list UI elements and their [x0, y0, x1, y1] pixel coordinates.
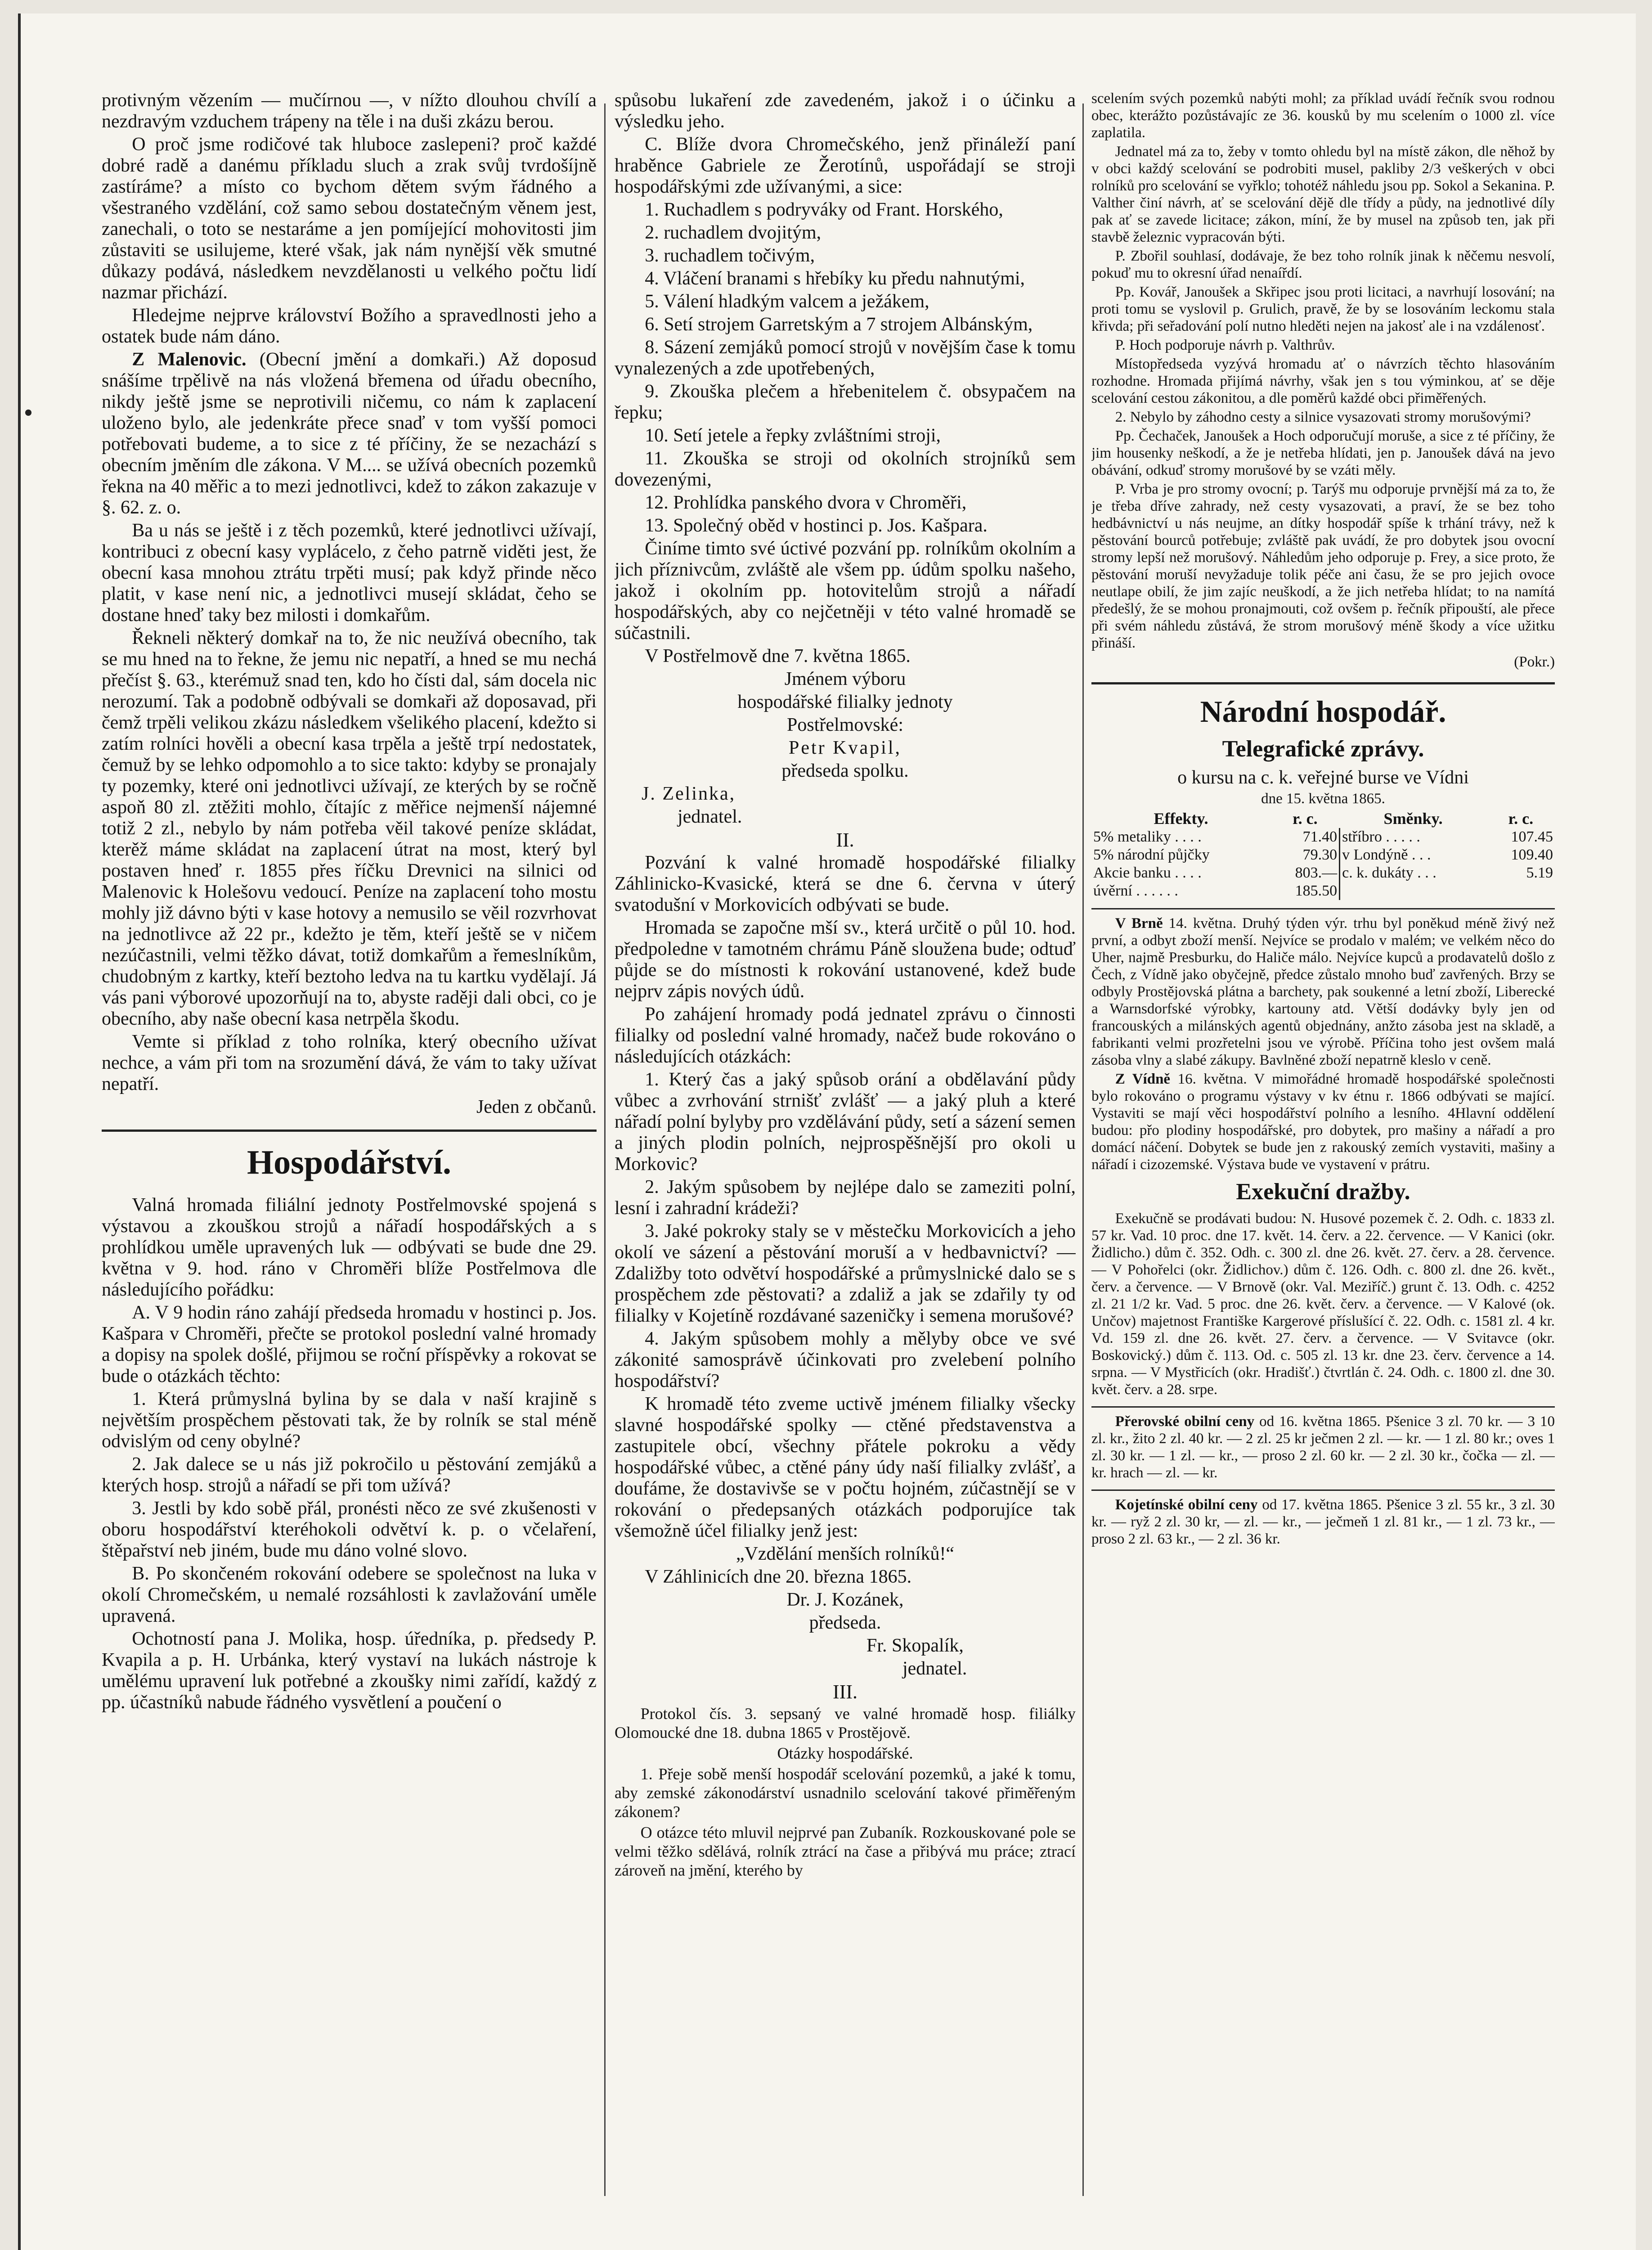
paragraph-text: 16. května. V mimořádné hromadě hospodářské společnosti bylo rokováno o programu výstavy v kv étnu r. 1866 odbývati se mající. Vystaviti se mají věci hospodářství polního a lesního. 4Hlavní oddělení budou: přo plodiny hospodářské, pro dobytek, pro mašiny a nářadí a pro domácí náčení. Dobytek se bude jen z rakouský zemích vystaviti, mašiny a nářadí i cizozemské. Výstava bude ve vystavení v prátru.: [1091, 1071, 1555, 1173]
table-cell: 109.40: [1511, 846, 1553, 863]
list-item: 2. ruchadlem dvojitým,: [645, 222, 822, 243]
paragraph: 3. Jestli by kdo sobě přál, pronésti něco ze své zkušenosti v oboru hospodářství kteréhokoli odvětví k. p. o včelaření, štěpařství neb jiném, bude mu dáno volné slovo.: [102, 1498, 597, 1561]
section-title-narodni-hospodar: Národní hospodář.: [1200, 694, 1446, 729]
section-rule: [1091, 1406, 1555, 1408]
section-title-hospodarstvi: Hospodářství.: [247, 1143, 451, 1181]
paragraph: Hromada se započne mší sv., která určitě o půl 10. hod. předpoledne v tamotném chrámu Páně sloužena bude; odtuď půjde se do místnosti k rokování ustanovené, kdež bude nejprv zápis nových údů.: [615, 918, 1076, 1002]
table-cell: 71.40: [1270, 828, 1340, 846]
paragraph: K hromadě této zveme uctivě jménem filialky všecky slavné hospodářské spolky — ctěné představenstva a zastupitele obcí, všechny přátele pokroku a vědy hospodářské vůbec, a ctěné pány údy naší filialky zvlášť, a doufáme, že dostavivše se v počtu hojném, zúčastnějí se v rokování o předepsaných otázkách podporujíce tak všemožně účel filialky jenž jest:: [615, 1394, 1076, 1541]
subheading: Otázky hospodářské.: [777, 1744, 913, 1762]
column-header: r. c.: [1292, 810, 1318, 828]
grain-prices-kojetin: [1091, 1496, 1555, 1548]
article-heading: Z Malenovic.: [132, 349, 247, 370]
table-cell: Akcie banku . . . .: [1093, 864, 1202, 881]
signature-line: předseda spolku.: [781, 760, 909, 781]
paragraph: o kursu na c. k. veřejné burse ve Vídni: [1177, 767, 1469, 788]
paragraph: Exekučně se prodávati budou: N. Husové pozemek č. 2. Odh. c. 1833 zl. 57 kr. Vad. 10 proc. dne 17. květ. 14. červ. a 22. července. — V Kanici (okr. Židlicho.) dům č. 352. Odh. c. 300 zl. dne 26. květ. 27. červ. a 28. července. — V Pohořelci (okr. Židlichov.) dům č. 126. Odh. c. 800 zl. dne 26. květ., červ. a července. — V Brnově (okr. Val. Meziříč.) grunt č. 13. Odh. c. 4252 zl. 21 1/2 kr. Vad. 5 proc. dne 26. květ. červ. a července. — V Kalové (ok. Unčov) majetnost Františke Kargerové příslušící č. 22. Odh. c. 1581 zl. 4 kr. Vd. 159 zl. dne 26. květ. 27. červ. a července. — V Svitavce (okr. Boskovický.) dům č. 113. Od. c. 505 zl. 13 kr. dne 23. červ. července a 14. srpna. — V Mystřicích (okr. Hradišť.) čtvrtlán č. 24. Odh. c. 1800 zl. dne 30. květ. červ. a 28. srpe.: [1091, 1210, 1555, 1398]
table-cell: úvěrní . . . . . .: [1093, 882, 1178, 899]
paragraph-text: od 16. května 1865. Pšenice 3 zl. 70 kr. — 3 10 zl. kr., žito 2 zl. 40 kr. — 2 zl. 25 kr ječmen 2 zl. — kr. — 1 zl. 80 kr.; oves 1 zl. 30 kr. — 1 zl. — kr., — proso 2 zl. 60 kr. — 2 zl. 30 kr., čočka — zl. — kr. hrach — zl. — kr.: [1091, 1413, 1555, 1481]
paragraph: Pp. Kovář, Janoušek a Skřipec jsou proti licitaci, a navrhují losování; na proti tomu se vyslovil p. Grulich, pravě, že by se losováním leckomu stala křivda; při seřadování polí nutno hleděti nejen na jakosť ale i na vzdálenosť.: [1091, 284, 1555, 334]
list-item: 1. Ruchadlem s podryváky od Frant. Horského,: [645, 199, 1003, 220]
section-rule: [102, 1130, 597, 1132]
table-cell: c. k. dukáty . . .: [1342, 864, 1437, 881]
paragraph: 2. Jak dalece se u nás již pokročilo u pěstování zemjáků a kterých hosp. strojů a nářadí se při tom užívá?: [102, 1454, 597, 1496]
paragraph: 1. Přeje sobě menší hospodář scelování pozemků, a jaké k tomu, aby zemské zákonodárství usnadnilo scelování takové přiměřeným zákonem?: [615, 1765, 1076, 1821]
report-heading: V Brně: [1115, 915, 1163, 932]
table-row: [1091, 882, 1555, 900]
list-item: 6. Setí strojem Garretským a 7 strojem Albánským,: [645, 314, 1033, 335]
paragraph: scelením svých pozemků nabýti mohl; za příklad uvádí řečník svou rodnou obec, kterážto pozůstávajíc ze 36. kousků by mu scelením o 1000 zl. více zaplatila.: [1091, 90, 1555, 141]
paragraph: spůsobu lukaření zde zavedeném, jakož i o účinku a výsledku jeho.: [615, 90, 1076, 132]
column-header: Effekty.: [1154, 810, 1208, 828]
report-heading: Kojetínské obilní ceny: [1115, 1497, 1258, 1513]
paragraph: protivným vězením — mučírnou —, v nížto dlouhou chvílí a nezdravým vzduchem trápeny na těle i na duši zkázu berou.: [102, 90, 597, 132]
paragraph: Vemte si příklad z toho rolníka, který obecního užívat nechce, a vám při tom na srozumění dává, že vám to taky užívat nepatří.: [102, 1031, 597, 1094]
paragraph: Řekneli některý domkař na to, že nic neužívá obecního, tak se mu hned na to řekne, že jemu nic nepatří, a hned se mu nechá přečíst §. 63., kterémuž snad ten, kdo ho čísti dal, sám docela nic nerozumí. Tak a podobně odbývali se domkaři až doposavad, při čemž trpěli velikou zkázu následkem všelikého placení, kdežto si zatím rolníci hověli a obecní kasa trpěla a ještě trpí nedostatek, čemuž by se lehko odpomohlo a to sice takto: kdyby se pronajaly ty pozemky, které oni jednotlivci užívají, ze kterých by se ročně aspoň 80 zl. ztěžiti mohlo, čítajíc z měřice nejmenší nájemné totiž 2 zl., nebylo by nám potřeba věil takové peníze skládat, kterěž máme skládat na zaplacení útrat na most, který byl postaven hneď r. 1855 přes říčku Drevnici na silnici od Malenovic k Holešovu vedoucí. Peníze na zaplacení toho mostu mohly již dávno býti v kase hotovy a nemusilo se věil rozvrhovat na jednotlivce až 22 pr., kdežto je těm, kteří ještě se v ničem nezúčastnili, velmi těžko dávat, totiž domkařům a řemeslníkům, chudobným z kartky, kteří beztoho ledva na tu kartku vydělají. Já vás pani výborové upozorňují na to, abyste raději dali obci, co je obecního, aby naše obecní kasa netrpěla škodu.: [102, 628, 597, 1029]
paragraph: P. Hoch podporuje návrh p. Valthrův.: [1115, 337, 1335, 353]
paragraph: Místopředseda vyzývá hromadu ať o návrzích těchto hlasováním rozhodne. Hromada přijímá návrhy, však jen s tou výminkou, ať se děje scelování cestou zákonitou, a dle poměrů každé obci přiměřených.: [1091, 356, 1555, 406]
signature-line: jednatel.: [678, 806, 742, 827]
column-right: [1091, 90, 1555, 2223]
report-heading: Z Vídně: [1115, 1071, 1171, 1087]
report-heading: Přerovské obilní ceny: [1115, 1413, 1255, 1430]
paragraph: Ochotností pana J. Molika, hosp. úředníka, p. předsedy P. Kvapila a p. H. Urbánka, který vystaví na lukách nástroje k umělému upravení luk potřebné a zkoušky nimi zařídí, každý z pp. účastníků nabude řádného vysvětlení a poučení o: [102, 1629, 597, 1713]
paragraph: Pp. Čechaček, Janoušek a Hoch odporučují moruše, a sice z té příčiny, že jim housenky neškodí, a že je netřeba hlídati, jen p. Janoušek dává na jevo obávání, odkuď stromy morušové by se vzáti měly.: [1091, 428, 1555, 478]
signature-name: Fr. Skopalík,: [866, 1635, 964, 1656]
list-item: 12. Prohlídka panského dvora v Chroměři,: [645, 492, 967, 513]
report-viden: [1091, 1071, 1555, 1173]
subsection-title-telegraficke-zpravy: Telegrafické zprávy.: [1222, 736, 1424, 762]
signature-line: Jménem výboru: [784, 669, 906, 689]
section-number: III.: [833, 1681, 857, 1703]
signature-name: Dr. J. Kozánek,: [786, 1589, 904, 1610]
list-item: 8. Sázení zemjáků pomocí strojů v novějším čase k tomu vynalezených a zde upotřebených,: [615, 337, 1076, 379]
signature-line: předseda.: [809, 1612, 881, 1633]
column-header: r. c.: [1508, 810, 1534, 828]
subsection-title-exekucni-drazby: Exekuční dražby.: [1236, 1179, 1410, 1205]
paragraph-text: (Obecní jmění a domkaři.) Až doposud snášíme trpělivě na nás vložená břemena od úřadu obecního, nikdy ještě jsme se neprotivili ničemu, co nám k zaplacení uloženo bylo, ale jedenkráte přece snaď v tom vyšší pomoci potřebovati budeme, a to sice z té příčiny, že se nezachází s obecním jměním dle zákona. V M.... se užívá obecních pozemků řekna na 40 měřic a to mezi jednotlivci, kdež to zákon zakazuje v §. 62. z. o.: [102, 349, 597, 518]
continued-note: (Pokr.): [1514, 654, 1555, 670]
table-cell: v Londýně . . .: [1342, 846, 1431, 863]
signature: Jeden z občanů.: [476, 1097, 597, 1117]
paragraph: Protokol čís. 3. sepsaný ve valné hromadě hosp. filiálky Olomoucké dne 18. dubna 1865 v Prostějově.: [615, 1705, 1076, 1742]
paragraph: 1. Která průmyslná bylina by se dala v naší krajině s největším prospěchem pěstovati tak, že by rolník se stal méně odvislým od ceny obylné?: [102, 1389, 597, 1452]
paragraph: A. V 9 hodin ráno zahájí předseda hromadu v hostinci p. Jos. Kašpara v Chroměři, přečte se protokol poslední valné hromady a dopisy na spolek došlé, přijmou se roční příspěvky a rokovat se bude o otázkách těchto:: [102, 1302, 597, 1386]
table-row: [1091, 828, 1555, 846]
list-item: 4. Vláčení branami s hřebíky ku předu nahnutými,: [645, 268, 1025, 289]
article-malenovic: [102, 349, 597, 518]
table-cell: 107.45: [1511, 828, 1553, 845]
paragraph: Valná hromada filiální jednoty Postřelmovské spojená s výstavou a zkouškou strojů a nářadí hospodářských a s prohlídkou uměle upravených luk — odbývati se bude dne 29. května v 9. hod. ráno v Chroměři blíže Postřelmova dle následujícího pořádku:: [102, 1195, 597, 1300]
paragraph: Po zahájení hromady podá jednatel zprávu o činnosti filialky od poslední valné hromady, načež bude rokováno o následujících otázkách:: [615, 1004, 1076, 1067]
section-rule: [1091, 1490, 1555, 1491]
paragraph: 2. Nebylo by záhodno cesty a silnice vysazovati stromy morušovými?: [1115, 409, 1531, 425]
paragraph: Pozvání k valné hromadě hospodářské filialky Záhlinicko-Kvasické, která se dne 6. června v úterý svatodušní v Morkovicích odbývati se bude.: [615, 852, 1076, 915]
list-item: 5. Válení hladkým valcem a ježákem,: [645, 291, 929, 312]
signature-line: hospodářské filialky jednoty: [737, 692, 953, 712]
column-middle: [615, 90, 1076, 2223]
signature-line: Postřelmovské:: [787, 715, 903, 735]
section-rule: [1091, 908, 1555, 909]
table-row: [1091, 864, 1555, 882]
column-header: Směnky.: [1383, 810, 1443, 828]
list-item: 10. Setí jetele a řepky zvláštními stroji,: [645, 425, 941, 446]
newspaper-page: [18, 14, 1636, 2250]
table-header-row: [1091, 809, 1555, 828]
signature-line: jednatel.: [902, 1658, 967, 1679]
table-cell: [1340, 882, 1487, 900]
list-item: 13. Společný oběd v hostinci p. Jos. Kašpara.: [645, 515, 988, 536]
table-cell: 5.19: [1526, 864, 1553, 881]
paragraph: P. Zbořil souhlasí, dodávaje, že bez toho rolník jinak k něčemu nesvolí, pokuď mu to okresní úřad nenaířdí.: [1091, 248, 1555, 281]
table-cell: [1487, 882, 1555, 900]
paragraph-text: od 17. května 1865. Pšenice 3 zl. 55 kr., 3 zl. 30 kr. — ryž 2 zl. 30 kr, — zl. — kr., — ječmeň 1 zl. 81 kr., — 1 zl. 73 kr., — proso 2 zl. 63 kr., — 2 zl. 36 kr.: [1091, 1497, 1555, 1547]
table-cell: stříbro . . . . .: [1342, 828, 1420, 845]
motto: „Vzdělání menších rolníků!“: [736, 1544, 955, 1564]
table-row: [1091, 846, 1555, 864]
list-item: 9. Zkouška plečem a hřebenitelem č. obsypačem na řepku;: [615, 381, 1076, 423]
column-divider: [604, 104, 606, 2196]
paragraph: Hledejme nejprve království Božího a spravedlnosti jeho a ostatek bude nám dáno.: [102, 305, 597, 347]
grain-prices-prerov: [1091, 1413, 1555, 1481]
paragraph: Ba u nás se ještě i z těch pozemků, které jednotlivci užívají, kontribuci z obecní kasy vyplácelo, z čeho patrně viděti jest, že obecní kasa mnohou ztrátu trpěti musí; pak když přinde něco platit, v kase není nic, a jednotlivci musejí skládat, čeho se dostane hneď taky bez milosti i domkařům.: [102, 520, 597, 626]
machine-list: [615, 199, 1076, 536]
margin-dot: [25, 410, 31, 416]
paragraph: 4. Jakým spůsobem mohly a mělyby obce ve své zákonité samosprávě účinkovati pro zvelebení polního hospodářství?: [615, 1328, 1076, 1391]
date-line: V Záhlinicích dne 20. března 1865.: [645, 1566, 912, 1587]
list-item: 11. Zkouška se stroji od okolních strojníků sem dovezenými,: [615, 448, 1076, 490]
section-rule: [1091, 682, 1555, 684]
paragraph-text: 14. května. Druhý týden výr. trhu byl poněkud méně živý než první, a odbyt zboží menší. Nejvíce se prodalo v malém; ve velkém něco do Uher, najmě Presburku, do Haliče málo. Nejvíce kupců a prodavatelů došlo z Čech, z Vídně jako obyčejně, předce zůstalo mnoho buď zavřených. Brzy se odbyly Prostějovská plátna a barchety, pak soukenné a letní zboží, Liberecké a Warnsdorfské výrobky, kartouny atd. Větší dodávky byly jen od francouských a milánských agentů objednány, anžto zásoba jest na skladě, a fabrikanti velmi prozřetelni jsou ve výrobě. Příčina toho jest ovšem malá zásoba vlny a slabé zákupy. Bavlněné zboží nepatrně kleslo v ceně.: [1091, 915, 1555, 1068]
paragraph: 2. Jakým spůsobem by nejlépe dalo se zameziti polní, lesní i zahradní krádeži?: [615, 1177, 1076, 1219]
paragraph: P. Vrba je pro stromy ovocní; p. Tarýš mu odporuje prvnější má za to, že je třeba dříve zahrady, než cesty vysazovati, a praví, že se bez toho hedbávnictví u nás neujme, an dítky hospodář spíše k trhání trávy, než k pěstování bourců potřebuje; zvláště pak uvádí, že pro dobytek jsou ovocní stromy lepší než morušový. Náhledům jeho odporuje p. Frey, a sice proto, že pěstování moruší nevyžaduje tolik péče ani času, že se pro jejich ovoce neutlape obilí, že jim zajíc neuškodí, a že jich netřeba hlídat; to na namítá předešlý, že se mohou pronajmouti, což ovšem p. řečník připouští, ale přece při svém náhledu zůstává, že strom morušový méně škody a více užitku přináší.: [1091, 481, 1555, 651]
table-cell: 79.30: [1270, 846, 1340, 864]
paragraph: Jednatel má za to, žeby v tomto ohledu byl na místě zákon, dle něhož by v obci každý scelování se podrobiti musel, pakliby 2/3 veškerých v obci rolníků pro scelování se vyřklo; tohotéž náhledu jsou pp. Sokol a Sekanina. P. Valther činí návrh, ať se scelování dějě dle třídy a půdy, na jednotlivé díly pak ať se zavede licitace; zákon, míní, že by musel na způsob ten, jak při stavbě železnic vypracován býti.: [1091, 144, 1555, 245]
table-cell: 803.—: [1270, 864, 1340, 882]
paragraph: Činíme timto své úctivé pozvání pp. rolníkům okolním a jich příznivcům, zvláště ale všem pp. údům spolku našeho, jakož i okolním pp. hotovitelům strojů a nářadí hospodářských, aby co nejčetněji v této valné hromadě se súčastnili.: [615, 538, 1076, 644]
paragraph: O otázce této mluvil nejprvé pan Zubaník. Rozkouskované pole se velmi těžko sdělává, rolník ztrácí na čase a přibývá mu práce; ztrací zároveň na jmění, kterého by: [615, 1823, 1076, 1879]
paragraph: 3. Jaké pokroky staly se v městečku Morkovicích a jeho okolí ve sázení a pěstování moruší a v hedbavnictví? — Zdaližby toto odvětví hospodářské a průmyslnické dalo se s prospěchem zde pěstovati? a zdaliž a jak se zdařily ty od filialky v Kojetíně rozdávané sazeničky i semena morušové?: [615, 1221, 1076, 1326]
column-divider: [1082, 104, 1084, 2196]
date-line: V Postřelmově dne 7. května 1865.: [645, 646, 911, 666]
exchange-rate-table: [1091, 809, 1555, 900]
paragraph: B. Po skončeném rokování odebere se společnost na luka v okolí Chromečském, u nemalé rozsáhlosti k zavlažování uměle upravená.: [102, 1563, 597, 1626]
report-brno: [1091, 915, 1555, 1069]
signature-name: Petr Kvapil,: [789, 738, 902, 758]
signature-name: J. Zelinka,: [642, 783, 736, 804]
table-cell: 5% národní půjčky: [1093, 846, 1210, 863]
table-cell: 185.50: [1270, 882, 1340, 900]
paragraph: C. Blíže dvora Chromečského, jenž přináleží paní hraběnce Gabriele ze Žerotínů, uspořádají se stroji hospodářskými zde užívanými, a sice:: [615, 134, 1076, 197]
date-line: dne 15. května 1865.: [1261, 791, 1385, 807]
paragraph: 1. Který čas a jaký spůsob orání a obdělavání půdy vůbec a zvrhování strnišť zvlášť — a jaký pluh a které nářadí polní bylyby pro vzdělávání půdy, setí a sázení semen a jiných plodin polních, nejprospěšnější pro okoli u Morkovic?: [615, 1069, 1076, 1174]
paragraph: O proč jsme rodičové tak hluboce zaslepeni? proč každé dobré radě a danému příkladu sluch a zrak svůj tvrdošíjně zastíráme? a místo co bychom dětem svým řádného a všestraného vzdělání, což samo sebou dostatečným věnem jest, zanechali, o toto se nestaráme a jen pomíjející mohovitosti jim zůstaviti se usilujeme, které však, jak nám nynější věk smutné důkazy podává, následkem nevzdělanosti u velkého počtu lidí nazmar přichází.: [102, 134, 597, 303]
section-number: II.: [836, 829, 854, 851]
table-cell: 5% metaliky . . . .: [1093, 828, 1202, 845]
column-left: [102, 90, 597, 2223]
list-item: 3. ruchadlem točivým,: [645, 245, 815, 266]
